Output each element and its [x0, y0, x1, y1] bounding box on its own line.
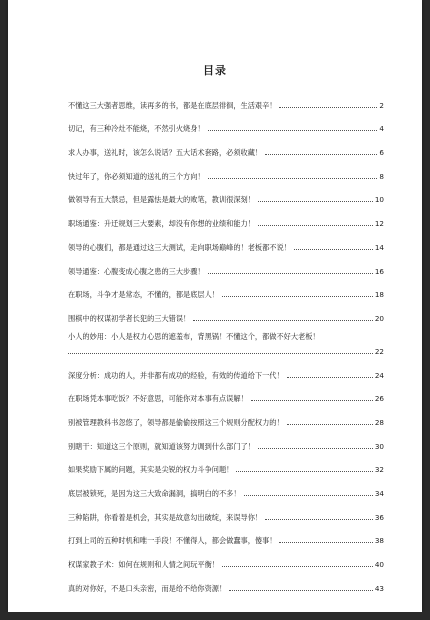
- toc-entry[interactable]: [68, 228, 384, 252]
- toc-entry-continuation: [68, 347, 384, 356]
- dot-leader: [222, 566, 373, 567]
- toc-entry-text: 职场通鉴：升迁规划三大要素，却没有你想的业绩和能力！: [68, 219, 255, 229]
- toc-page-number: 18: [374, 290, 384, 300]
- toc-entry[interactable]: [68, 427, 384, 451]
- toc-page-number: 43: [374, 583, 384, 593]
- toc-entry[interactable]: [68, 204, 384, 228]
- viewer-background: [0, 612, 430, 620]
- dot-leader: [208, 130, 378, 131]
- dot-leader: [279, 542, 372, 543]
- toc-entry[interactable]: [68, 157, 384, 181]
- toc-entry[interactable]: [68, 522, 384, 546]
- toc-entry[interactable]: [68, 474, 384, 498]
- toc-entry[interactable]: [68, 451, 384, 475]
- toc-page-number: 10: [374, 195, 384, 205]
- toc-entry-text: 权谋家教子术：如何在规则和人情之间玩平衡！: [68, 560, 219, 570]
- toc-entry[interactable]: [68, 498, 384, 522]
- toc-entry-text: 在职场，斗争才是常态，不懂的，都是底层人！: [68, 290, 219, 300]
- toc-entry-text: 别被管理教科书忽悠了，领导都是偷偷按照这三个规则分配权力的！: [68, 417, 284, 427]
- toc-entry[interactable]: [68, 86, 384, 110]
- toc-entry[interactable]: [68, 252, 384, 276]
- dot-leader: [258, 201, 373, 202]
- toc-entry-text: 求人办事，送礼时，该怎么说话？五大话术套路，必须收藏！: [68, 148, 263, 158]
- toc-entry-text: 别瞎干：知道这三个原则，就知道该努力调到什么部门了！: [68, 441, 255, 451]
- toc-page-number: 34: [374, 489, 384, 498]
- toc-entry[interactable]: [68, 133, 384, 157]
- toc-page-number: 12: [374, 219, 384, 229]
- dot-leader: [258, 225, 373, 226]
- dot-leader: [265, 519, 373, 520]
- dot-leader: [258, 448, 373, 449]
- dot-leader: [244, 495, 373, 496]
- dot-leader: [229, 590, 373, 591]
- toc-entry-text: 不懂这三大强者思维，读再多的书，都是在底层徘徊，生活艰辛！: [68, 100, 277, 110]
- toc-page-number: 20: [374, 313, 384, 323]
- dot-leader: [294, 249, 373, 250]
- toc-entry[interactable]: [68, 380, 384, 404]
- toc-page-number: 6: [379, 148, 384, 158]
- toc-entry-text: 如果奖励下属的问题，其实是尖锐的权力斗争问题！: [68, 465, 234, 475]
- toc-entry-text: 围棋中的权谋初学者长犯的三大错误！: [68, 313, 191, 323]
- dot-leader: [193, 320, 373, 321]
- toc-entry-text: 底层被锁死，是因为这三大致命漏洞，搞明白的不多！: [68, 489, 241, 498]
- dot-leader: [287, 377, 373, 378]
- toc-entry-text: 深度分析：成功的人，并非都有成功的经验，有效的传道给下一代！: [68, 370, 284, 380]
- dot-leader: [287, 424, 373, 425]
- toc-entry[interactable]: [68, 181, 384, 205]
- table-of-contents: [68, 86, 384, 593]
- toc-entry-text: 做领导有五大禁忌，但是露怯是最大的败笔，教训很深刻！: [68, 195, 255, 205]
- toc-entry[interactable]: [68, 276, 384, 300]
- toc-entry[interactable]: [68, 545, 384, 569]
- toc-page-number: 28: [374, 417, 384, 427]
- toc-entry[interactable]: [68, 323, 384, 356]
- toc-page-number: 30: [374, 441, 384, 451]
- toc-entry[interactable]: [68, 110, 384, 134]
- toc-title: 目录: [203, 64, 227, 77]
- toc-entry[interactable]: [68, 403, 384, 427]
- toc-entry-text: 领导的心腹们，都是通过这三大测试，走向职场巅峰的！老板都不说！: [68, 242, 291, 252]
- toc-entry-text: 真的对你好，不是口头亲密，而是给不给你资源！: [68, 583, 227, 593]
- toc-entry-text: 快过年了，你必须知道的送礼的三个方向！: [68, 171, 205, 181]
- dot-leader: [251, 400, 373, 401]
- toc-page-number: 24: [374, 370, 384, 380]
- dot-leader: [68, 353, 373, 354]
- toc-page-number: 8: [379, 171, 384, 181]
- document-page: [8, 0, 422, 612]
- toc-entry-text: 三种陷阱，你看着是机会，其实是故意勾出破绽，来误导你！: [68, 512, 263, 522]
- toc-entry-text: 切记，有三种冷灶不能烧，不然引火烧身！: [68, 124, 205, 134]
- toc-page-number: 4: [379, 124, 384, 134]
- toc-page-number: 36: [374, 512, 384, 522]
- toc-page-number: 16: [374, 266, 384, 276]
- toc-entry-text: 在职场凭本事吃饭？不好意思，可能你对本事有点误解！: [68, 394, 248, 404]
- toc-entry[interactable]: [68, 569, 384, 593]
- toc-page-number: 32: [374, 465, 384, 475]
- toc-page-number: 14: [374, 242, 384, 252]
- toc-entry-text: 领导通鉴：心腹变成心腹之患的三大步骤！: [68, 266, 205, 276]
- dot-leader: [208, 178, 378, 179]
- dot-leader: [236, 471, 373, 472]
- toc-entry-text: 打到上司的五种时机和唯一手段！不懂得人，都会做蠢事，傻事！: [68, 536, 277, 546]
- toc-page-number: 40: [374, 560, 384, 570]
- dot-leader: [208, 273, 373, 274]
- dot-leader: [265, 154, 377, 155]
- toc-entry-text: 小人的妙用：小人是权力心思的遮羞布，背黑锅！不懂这个，都做不好大老板！: [68, 331, 320, 341]
- dot-leader: [222, 296, 373, 297]
- toc-entry[interactable]: [68, 299, 384, 323]
- toc-page-number: 38: [374, 536, 384, 546]
- toc-entry[interactable]: [68, 356, 384, 380]
- toc-page-number: 26: [374, 394, 384, 404]
- toc-page-number: 22: [374, 346, 384, 356]
- toc-page-number: 2: [379, 100, 384, 110]
- dot-leader: [279, 107, 377, 108]
